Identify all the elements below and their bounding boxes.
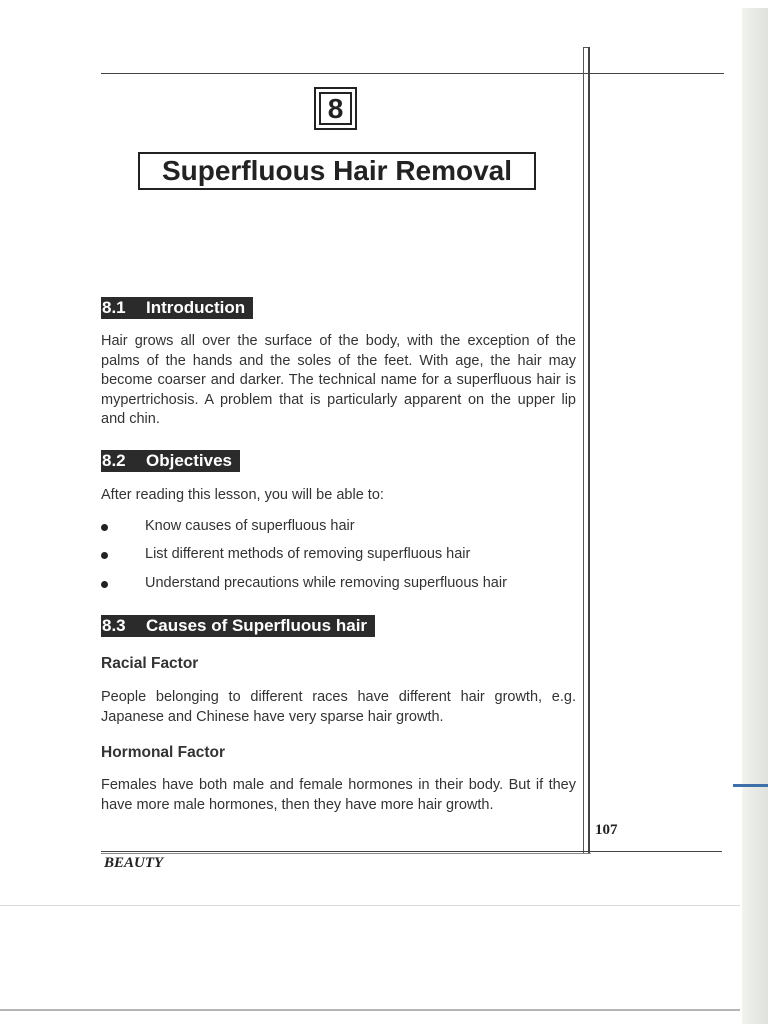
footer-rule-inner [101,853,591,854]
page-number: 107 [595,822,618,838]
chapter-title: Superfluous Hair Removal [138,152,536,190]
margin-bar-thin [583,47,584,853]
section-title: Introduction [146,298,246,317]
hormonal-factor-paragraph: Females have both male and female hormones in their body. But if they have more male hormones, then they have more hair growth. [101,777,576,813]
chapter-number-box [314,87,357,130]
section-title: Objectives [146,451,232,470]
section-heading-causes [101,615,375,637]
list-item-text: Understand precautions while removing superfluous hair [145,575,507,591]
bullet-icon [101,524,108,531]
scan-artifact-line [0,905,740,906]
subheading-hormonal-factor: Hormonal Factor [101,744,226,761]
section-title: Causes of Superfluous hair [146,616,368,635]
section-heading-objectives [101,450,240,472]
list-item-text: Know causes of superfluous hair [145,518,355,534]
racial-factor-paragraph: People belonging to different races have different hair growth, e.g. Japanese and Chinese have very sparse hair growth. [101,689,576,725]
introduction-paragraph: Hair grows all over the surface of the body, with the exception of the palms of the hands and the soles of the feet. With age, the hair may become coarser and darker. The technical name for a superfluous hair is mypertrichosis. A problem that is particularly apparent on the upper lip and chin. [101,333,576,427]
objectives-intro: After reading this lesson, you will be able to: [101,487,384,503]
chapter-number: 8 [319,92,352,125]
scan-artifact-line [0,1009,740,1011]
subheading-racial-factor: Racial Factor [101,655,199,672]
edge-tab-mark [733,784,768,787]
list-item-text: List different methods of removing superfluous hair [145,546,471,562]
page-edge-shadow [742,8,768,1024]
section-heading-introduction [101,297,253,319]
section-number: 8.3 [102,616,126,635]
top-rule [101,73,724,74]
footer-rule [101,851,722,852]
section-number: 8.2 [102,451,126,470]
footer-label: BEAUTY [104,855,164,871]
bullet-icon [101,552,108,559]
section-number: 8.1 [102,298,126,317]
bullet-icon [101,581,108,588]
margin-bar-thick [588,47,590,853]
